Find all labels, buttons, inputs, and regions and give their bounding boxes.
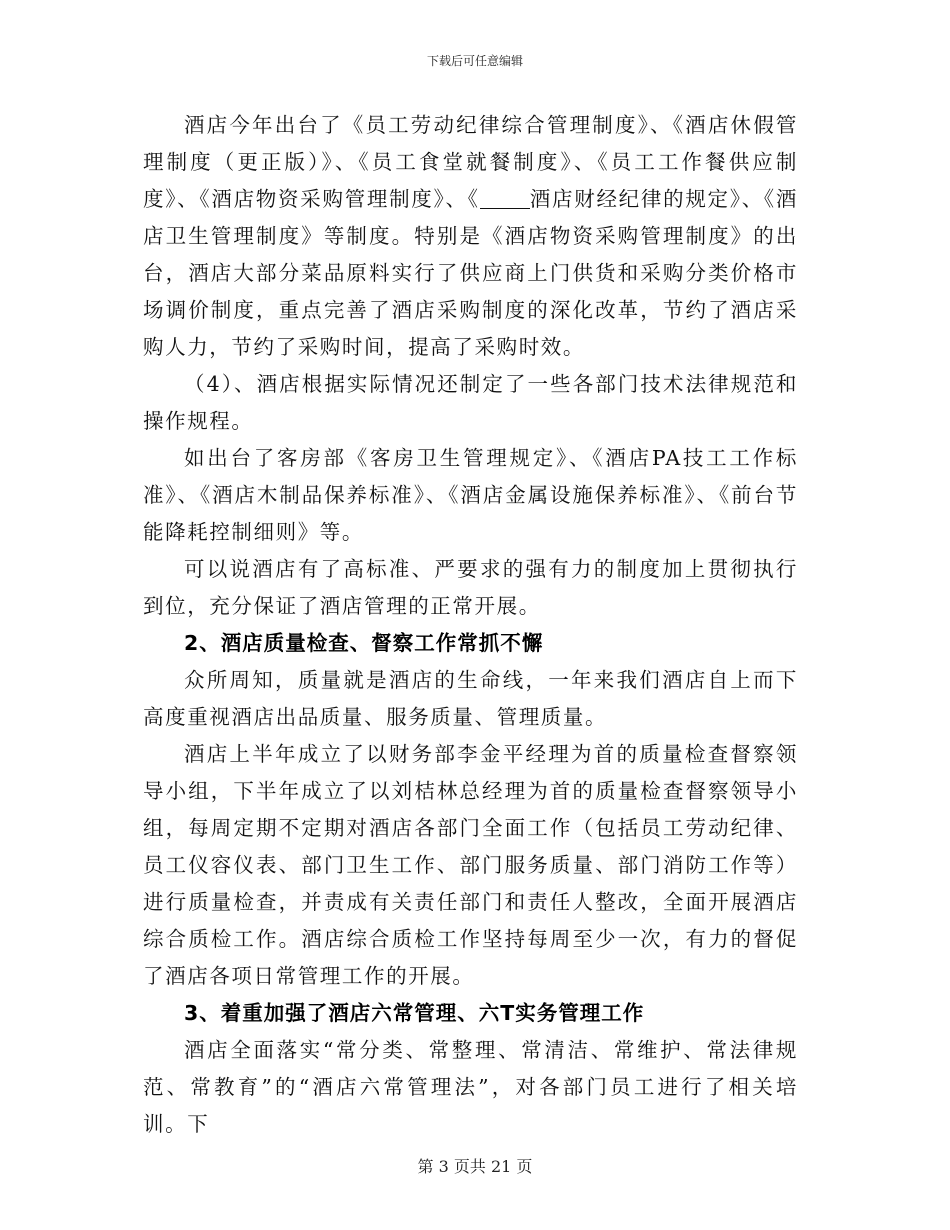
- section-heading: 3、着重加强了酒店六常管理、六T实务管理工作: [184, 1001, 645, 1025]
- page-header: 下载后可任意编辑: [426, 54, 523, 68]
- paragraph: 酒店全面落实“常分类、常整理、常清洁、常维护、常法律规范、常教育”的“酒店六常管理法”，对各部门员工进行了相关培训。下: [143, 1038, 798, 1136]
- paragraph: 众所周知，质量就是酒店的生命线，一年来我们酒店自上而下高度重视酒店出品质量、服务质量、管理质量。: [143, 668, 798, 729]
- paragraph-text: 酒店财经纪律的规定》、《酒店卫生管理制度》等制度。特别是《酒店物资采购管理制度》的出台，酒店大部分菜品原料实行了供应商上门供货和采购分类价格市场调价制度，重点完善了酒店采购制度的深化改革，节约了酒店采购人力，节约了采购时间，提高了采购时效。: [143, 187, 798, 359]
- paragraph-text: 酒店今年出台了《员工劳动纪律综合管理制度》、《酒店休假管理制度（更正版）》、《员工食堂就餐制度》、《员工工作餐供应制度》、《酒店物资采购管理制度》、《: [143, 113, 798, 211]
- page-footer: 第 3 页共 21 页: [417, 1157, 533, 1176]
- section-heading: 2、酒店质量检查、督察工作常抓不懈: [184, 631, 544, 655]
- document-body: [143, 107, 798, 1143]
- paragraph: 如出台了客房部《客房卫生管理规定》、《酒店PA技工工作标准》、《酒店木制品保养标准》、《酒店金属设施保养标准》、《前台节能降耗控制细则》等。: [143, 446, 798, 544]
- fill-in-blank: [480, 188, 530, 209]
- paragraph: 酒店上半年成立了以财务部李金平经理为首的质量检查督察领导小组，下半年成立了以刘桔林总经理为首的质量检查督察领导小组，每周定期不定期对酒店各部门全面工作（包括员工劳动纪律、员工仪容仪表、部门卫生工作、部门服务质量、部门消防工作等）进行质量检查，并责成有关责任部门和责任人整改，全面开展酒店综合质检工作。酒店综合质检工作坚持每周至少一次，有力的督促了酒店各项日常管理工作的开展。: [143, 742, 798, 988]
- paragraph: 可以说酒店有了高标准、严要求的强有力的制度加上贯彻执行到位，充分保证了酒店管理的正常开展。: [143, 557, 798, 618]
- paragraph: （4）、酒店根据实际情况还制定了一些各部门技术法律规范和操作规程。: [143, 372, 798, 433]
- paragraph: [143, 107, 798, 366]
